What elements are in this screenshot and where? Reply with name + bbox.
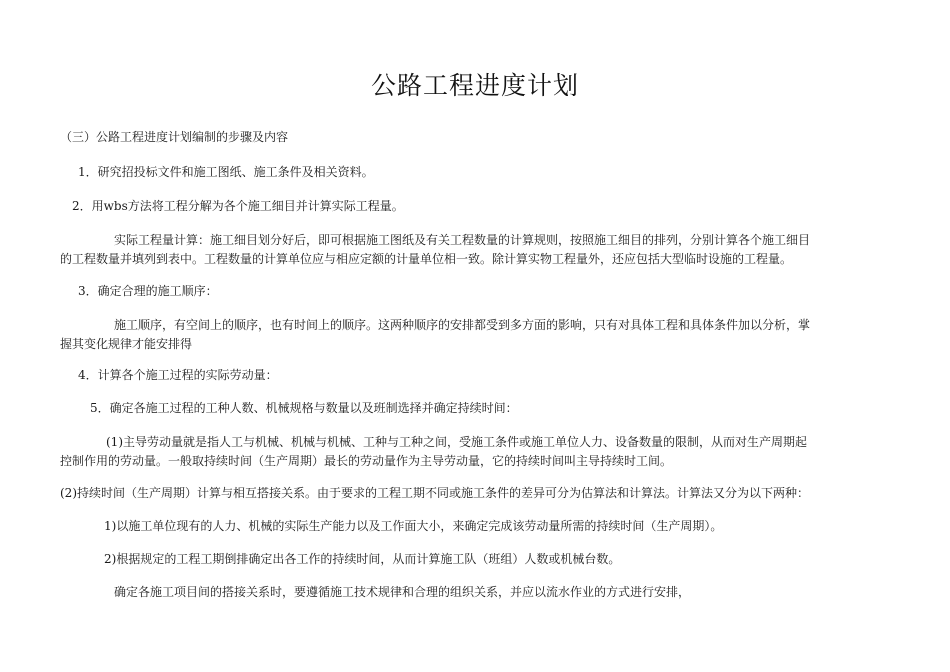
paragraph-workload bbox=[60, 231, 810, 269]
list-item-5: 5．确定各施工过程的工种人数、机械规格与数量以及班制选择并确定持续时间： bbox=[90, 401, 518, 415]
paragraph-sequence bbox=[60, 316, 810, 354]
paragraph-main-labor bbox=[60, 433, 807, 471]
paragraph-sequence-line-2: 握其变化规律才能安排得 bbox=[60, 337, 193, 351]
paragraph-workload-line-1: 实际工程量计算：施工细目划分好后，即可根据施工图纸及有关工程数量的计算规则，按照施工细目的排列，分别计算各个施工细目 bbox=[114, 233, 811, 247]
list-item-2: 2．用wbs方法将工程分解为各个施工细目并计算实际工程量。 bbox=[72, 199, 404, 213]
sub-item-2: 2)根据规定的工程工期倒排确定出各工作的持续时间，从而计算施工队（班组）人数或机械台数。 bbox=[104, 552, 621, 566]
list-item-3: 3．确定合理的施工顺序： bbox=[78, 284, 218, 298]
paragraph-overlap: 确定各施工项目间的搭接关系时，要遵循施工技术规律和合理的组织关系，并应以流水作业的方式进行安排， bbox=[114, 585, 691, 599]
paragraph-workload-line-2: 的工程数量并填列到表中。工程数量的计算单位应与相应定额的计量单位相一致。除计算实物工程量外，还应包括大型临时设施的工程量。 bbox=[60, 252, 793, 266]
sub-item-1: 1)以施工单位现有的人力、机械的实际生产能力以及工作面大小，来确定完成该劳动量所需的持续时间（生产周期）。 bbox=[104, 519, 723, 533]
paragraph-sequence-line-1: 施工顺序，有空间上的顺序，也有时间上的顺序。这两种顺序的安排都受到多方面的影响，只有对具体工程和具体条件加以分析，掌 bbox=[114, 318, 811, 332]
paragraph-main-labor-line-2: 控制作用的劳动量。一般取持续时间（生产周期）最长的劳动量作为主导劳动量，它的持续时间叫主导持续时工间。 bbox=[60, 454, 673, 468]
list-item-1: 1．研究招投标文件和施工图纸、施工条件及相关资料。 bbox=[78, 165, 374, 179]
paragraph-duration: (2)持续时间（生产周期）计算与相互搭接关系。由于要求的工程工期不同或施工条件的差异可分为估算法和计算法。计算法又分为以下两种： bbox=[60, 486, 810, 500]
list-item-4: 4．计算各个施工过程的实际劳动量： bbox=[78, 368, 278, 382]
paragraph-main-labor-line-1: (1)主导劳动量就是指人工与机械、机械与机械、工种与工种之间，受施工条件或施工单位人力、设备数量的限制，从而对生产周期起 bbox=[106, 435, 808, 449]
section-heading: （三）公路工程进度计划编制的步骤及内容 bbox=[60, 130, 289, 144]
page-title: 公路工程进度计划 bbox=[370, 71, 579, 100]
